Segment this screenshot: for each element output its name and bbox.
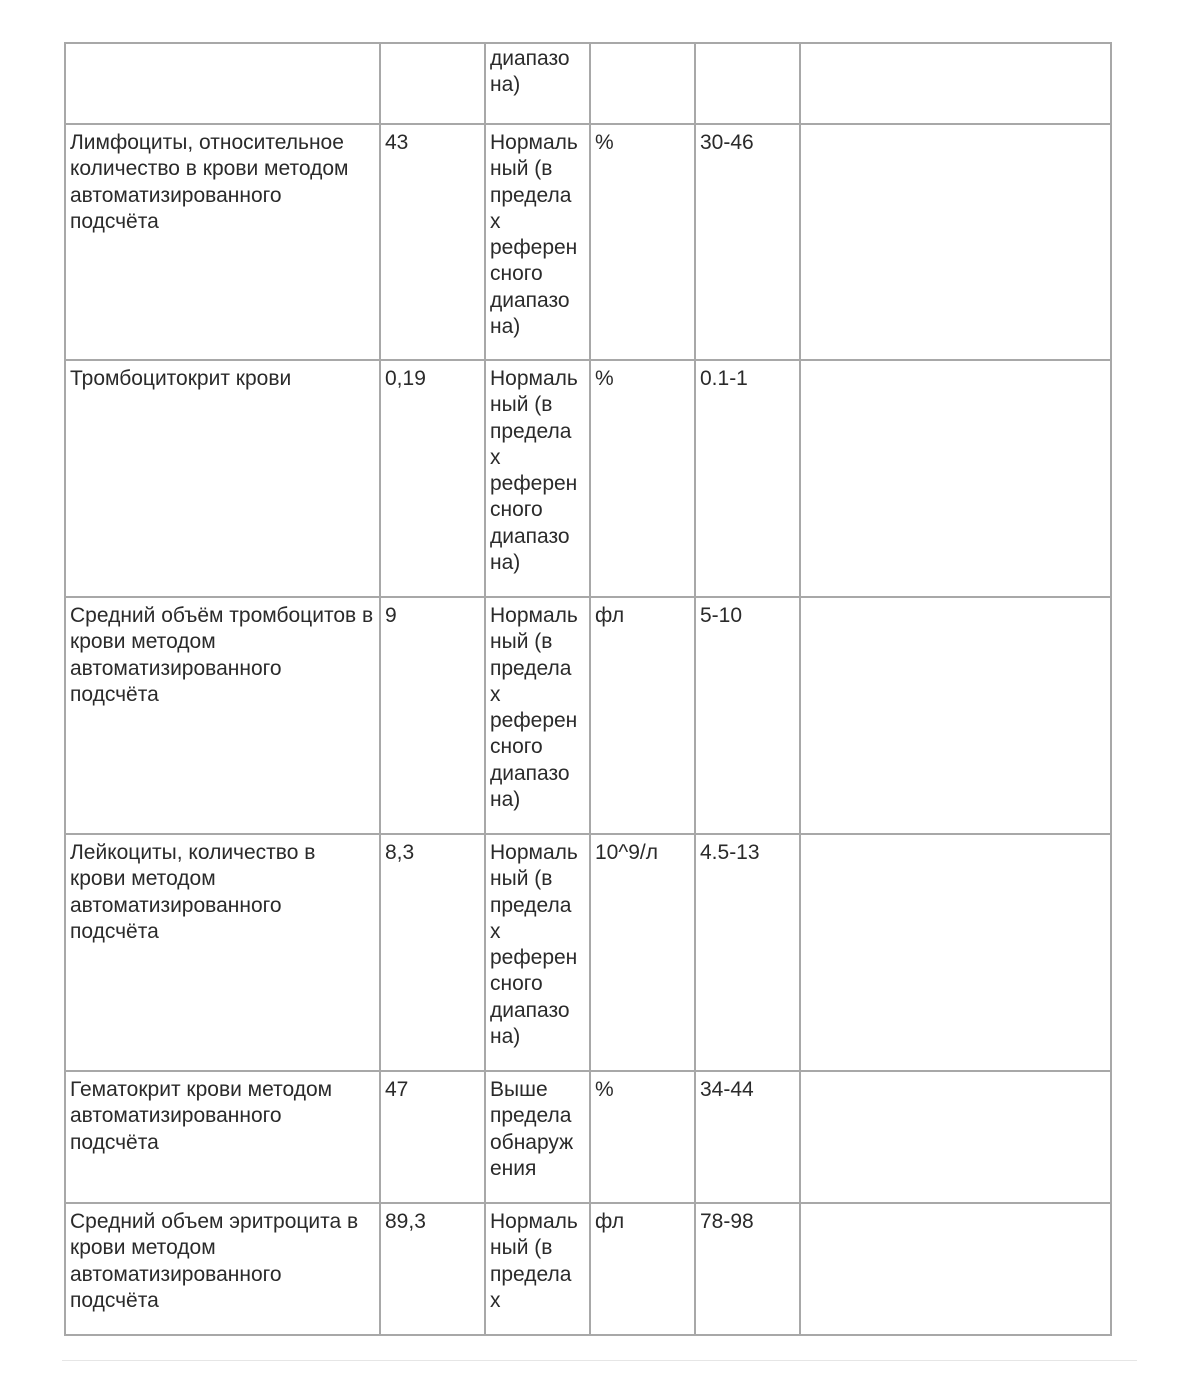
test-name-cell: Лейкоциты, количество в крови методом автоматизированного подсчёта xyxy=(65,834,380,1071)
unit-cell: 10^9/л xyxy=(590,834,695,1071)
status-line: на) xyxy=(490,788,521,812)
status-line: ный (в xyxy=(490,630,553,654)
value-cell: 47 xyxy=(380,1071,485,1203)
comment-cell xyxy=(800,124,1111,360)
status-line: референ xyxy=(490,472,578,496)
status-line: предела xyxy=(490,1262,572,1286)
status-line: на) xyxy=(490,315,521,339)
status-line: Нормаль xyxy=(490,841,578,864)
status-cell xyxy=(485,834,590,1071)
test-name-cell: Гематокрит крови методом автоматизированного подсчёта xyxy=(65,1071,380,1203)
comment-cell xyxy=(800,834,1111,1071)
status-line: диапазо xyxy=(490,761,570,785)
status-line: предела xyxy=(490,656,572,680)
value-cell: 43 xyxy=(380,124,485,360)
unit-cell xyxy=(590,43,695,124)
table-row xyxy=(65,834,1111,1071)
test-name-cell xyxy=(65,43,380,124)
table-row-partial xyxy=(65,43,1111,124)
unit-cell: фл xyxy=(590,1203,695,1335)
unit-cell: % xyxy=(590,360,695,597)
comment-cell xyxy=(800,1203,1111,1335)
status-line: ный (в xyxy=(490,157,553,181)
status-line: х xyxy=(490,209,501,233)
table-row xyxy=(65,1203,1111,1335)
test-name-cell: Средний объем эритроцита в крови методом автоматизированного подсчёта xyxy=(65,1203,380,1335)
status-line: диапазо xyxy=(490,47,570,70)
status-line: референ xyxy=(490,709,578,733)
status-line: сного xyxy=(490,498,543,522)
status-line: диапазо xyxy=(490,288,570,312)
status-line: Нормаль xyxy=(490,131,578,154)
unit-cell: % xyxy=(590,124,695,360)
status-line: сного xyxy=(490,262,543,286)
status-line: х xyxy=(490,445,501,469)
status-cell xyxy=(485,124,590,360)
table-row xyxy=(65,124,1111,360)
status-cell xyxy=(485,360,590,597)
status-cell xyxy=(485,1071,590,1203)
comment-cell xyxy=(800,43,1111,124)
reference-cell: 30-46 xyxy=(695,124,800,360)
test-name-cell: Тромбоцитокрит крови xyxy=(65,360,380,597)
unit-cell: фл xyxy=(590,597,695,834)
reference-cell: 5-10 xyxy=(695,597,800,834)
comment-cell xyxy=(800,360,1111,597)
test-name-cell: Средний объём тромбоцитов в крови методом автоматизированного подсчёта xyxy=(65,597,380,834)
status-line: Выше xyxy=(490,1078,548,1101)
status-line: х xyxy=(490,919,501,943)
status-cell xyxy=(485,597,590,834)
status-line: диапазо xyxy=(490,524,570,548)
page-bottom-divider xyxy=(62,1360,1137,1361)
status-line: х xyxy=(490,1288,501,1312)
table-row xyxy=(65,1071,1111,1203)
status-line: предела xyxy=(490,893,572,917)
status-line: сного xyxy=(490,972,543,996)
status-cell xyxy=(485,43,590,124)
status-line: х xyxy=(490,682,501,706)
status-line: Нормаль xyxy=(490,604,578,627)
comment-cell xyxy=(800,1071,1111,1203)
status-line: предела xyxy=(490,1104,572,1128)
status-line: предела xyxy=(490,419,572,443)
value-cell: 9 xyxy=(380,597,485,834)
status-line: ный (в xyxy=(490,393,553,417)
value-cell: 8,3 xyxy=(380,834,485,1071)
status-line: Нормаль xyxy=(490,367,578,390)
reference-cell: 78-98 xyxy=(695,1203,800,1335)
status-line: ный (в xyxy=(490,867,553,891)
status-line: предела xyxy=(490,183,572,207)
status-line: диапазо xyxy=(490,998,570,1022)
value-cell: 0,19 xyxy=(380,360,485,597)
status-line: референ xyxy=(490,236,578,260)
status-line: на) xyxy=(490,73,521,97)
status-line: Нормаль xyxy=(490,1210,578,1233)
table-row xyxy=(65,597,1111,834)
reference-cell: 34-44 xyxy=(695,1071,800,1203)
reference-cell: 0.1-1 xyxy=(695,360,800,597)
lab-results-table xyxy=(64,42,1112,1336)
status-line: ный (в xyxy=(490,1236,553,1260)
status-line: сного xyxy=(490,735,543,759)
status-line: на) xyxy=(490,551,521,575)
unit-cell: % xyxy=(590,1071,695,1203)
status-line: ения xyxy=(490,1156,537,1180)
test-name-cell: Лимфоциты, относительное количество в крови методом автоматизированного подсчёта xyxy=(65,124,380,360)
table-row xyxy=(65,360,1111,597)
status-line: обнаруж xyxy=(490,1130,574,1154)
reference-cell: 4.5-13 xyxy=(695,834,800,1071)
status-cell xyxy=(485,1203,590,1335)
value-cell: 89,3 xyxy=(380,1203,485,1335)
status-line: референ xyxy=(490,946,578,970)
comment-cell xyxy=(800,597,1111,834)
reference-cell xyxy=(695,43,800,124)
status-line: на) xyxy=(490,1025,521,1049)
value-cell xyxy=(380,43,485,124)
